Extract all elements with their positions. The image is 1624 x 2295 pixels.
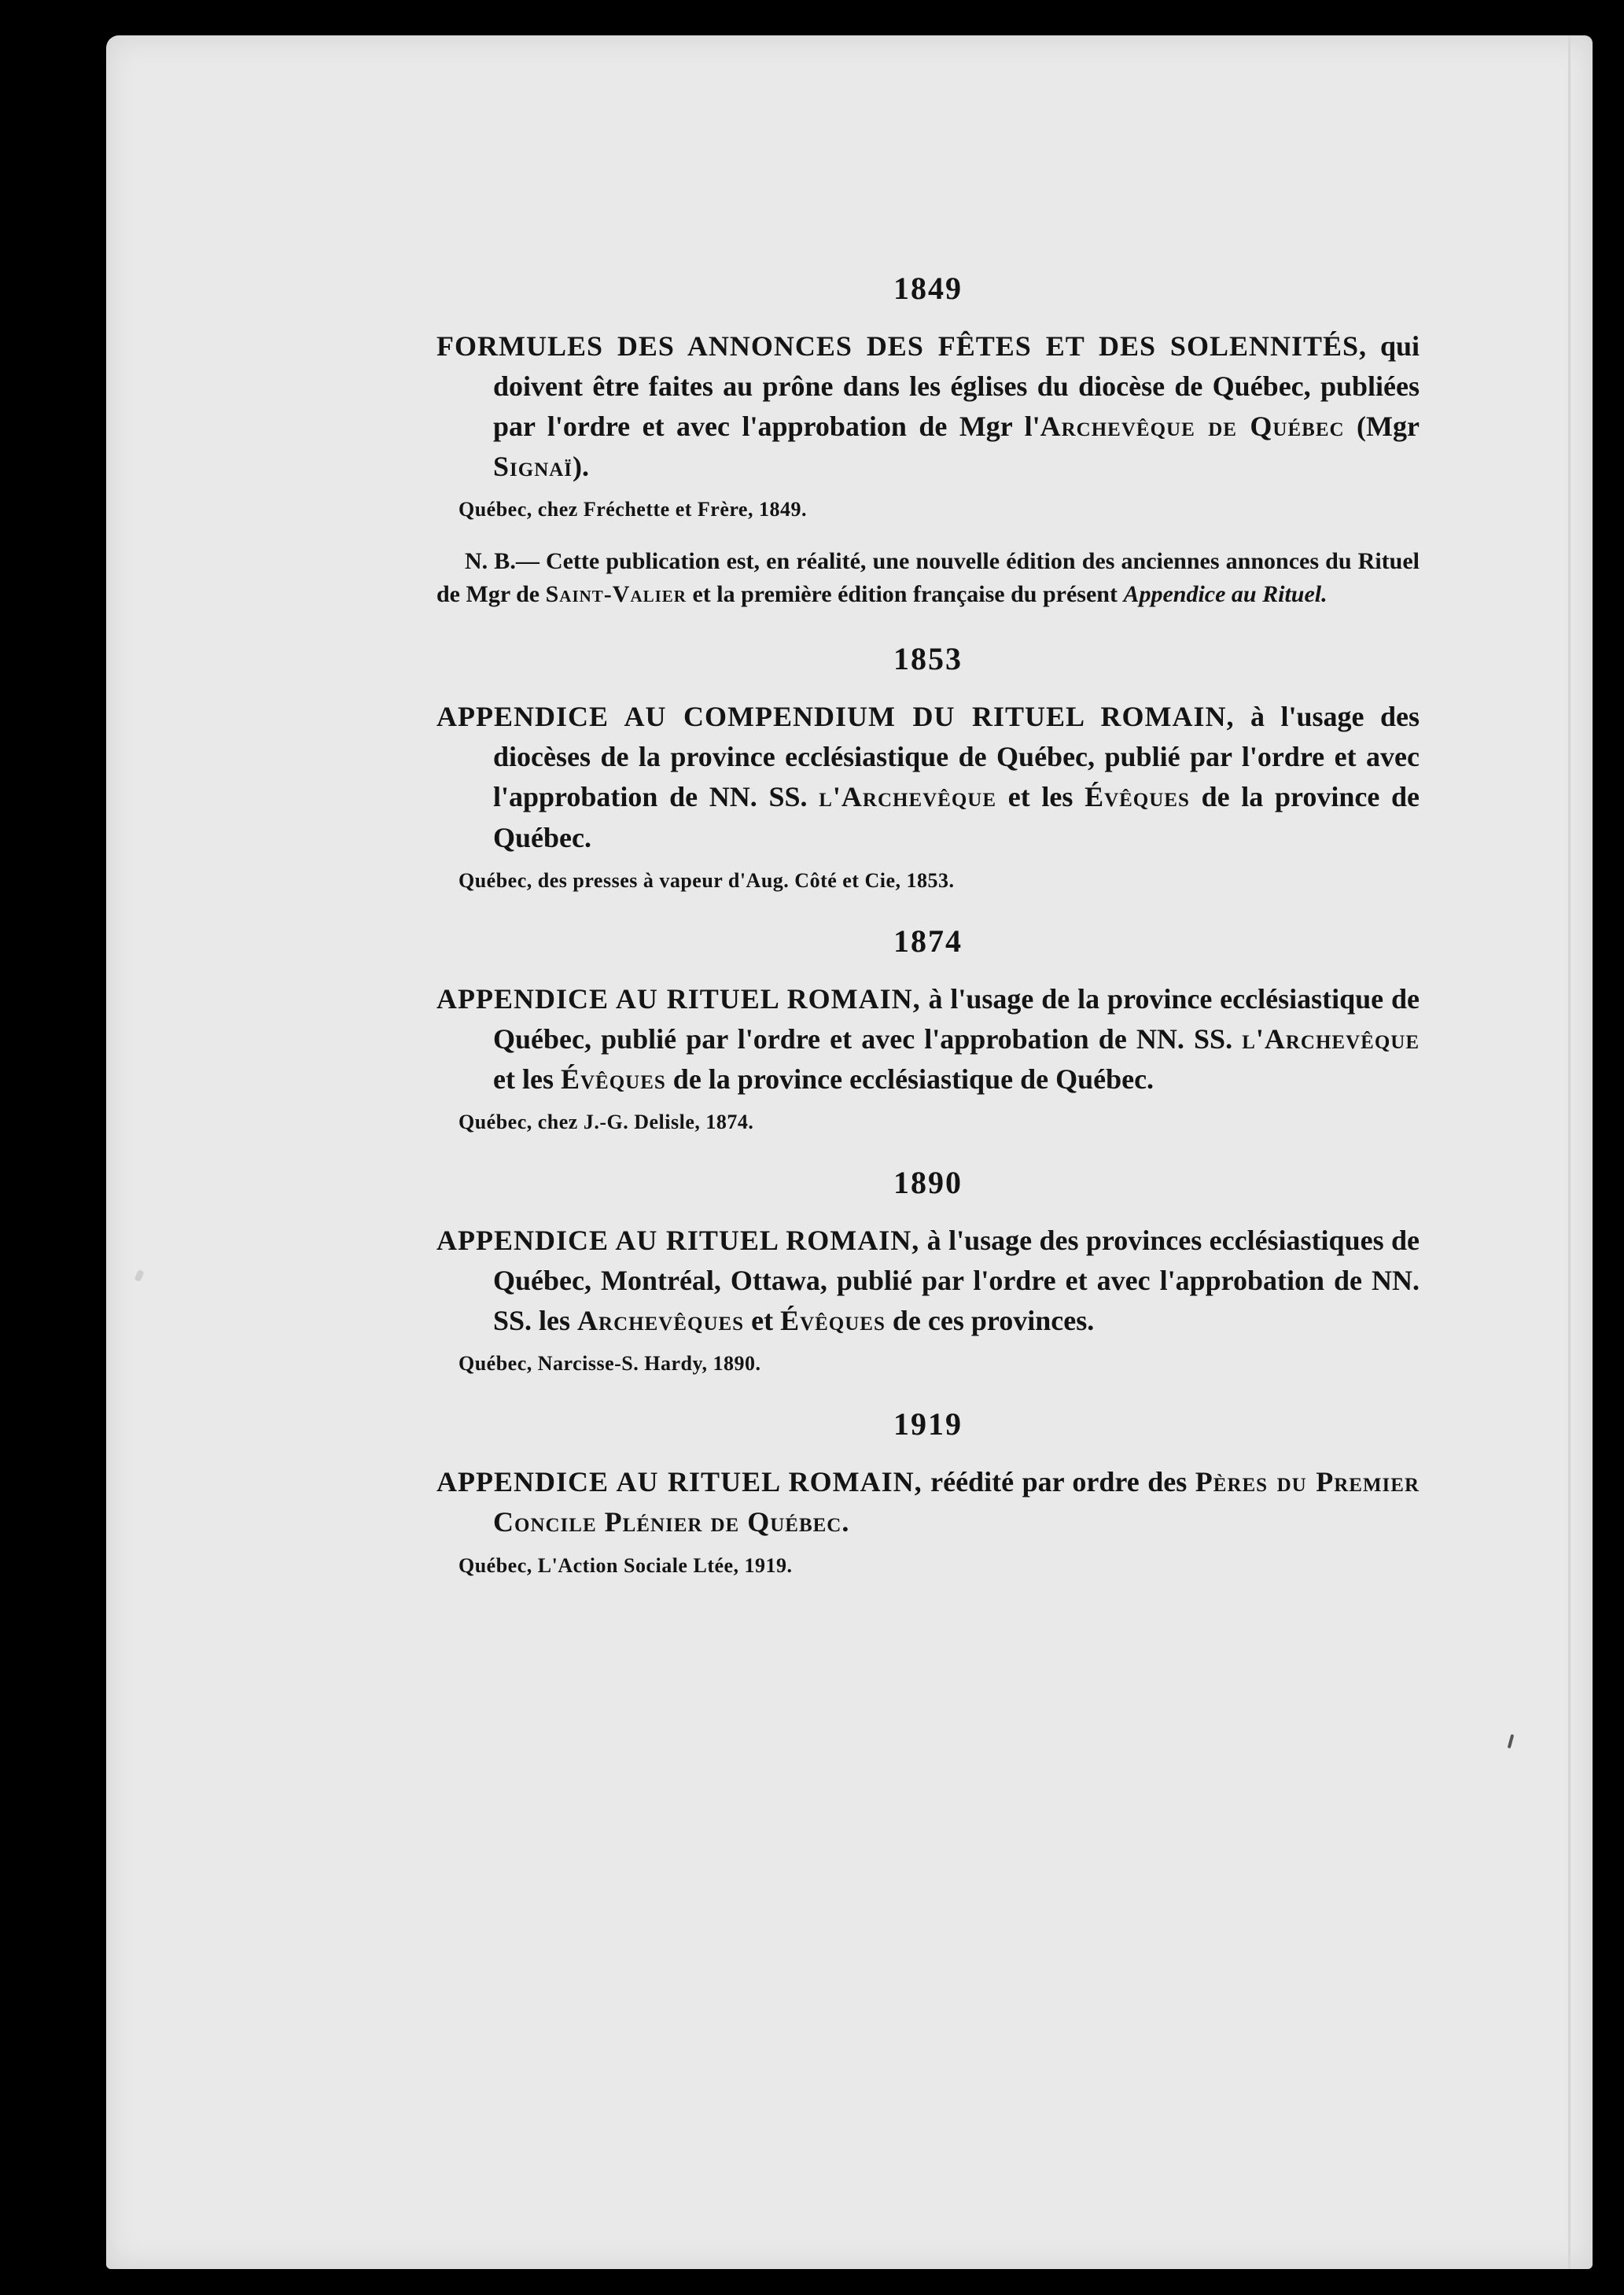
entry-title-smallcaps: Pères du Premier Concile Plénier de Québec bbox=[493, 1466, 1420, 1538]
entry-title-end: de la province de Québec. bbox=[493, 781, 1420, 853]
entry-title-rest: qui doivent être faites au prône dans les églises du diocèse de Québec, publiées par l'ordre et avec l'approbation de Mgr l' bbox=[493, 330, 1420, 443]
entry-imprint: Québec, chez J.-G. Delisle, 1874. bbox=[458, 1110, 754, 1133]
entry-year: 1890 bbox=[893, 1164, 963, 1200]
entry-title bbox=[436, 326, 1420, 487]
entry-title-smallcaps: Archevêque de Québec bbox=[1040, 411, 1345, 443]
bibliography-list bbox=[436, 271, 1420, 1609]
entry-title-smallcaps: Signaï bbox=[493, 451, 573, 483]
entry-title-end: de la province ecclésiastique de Québec. bbox=[665, 1063, 1154, 1095]
entry-title-rest: réédité par ordre des bbox=[922, 1466, 1195, 1498]
bibliography-entry-1874 bbox=[436, 924, 1420, 1134]
entry-imprint: Québec, des presses à vapeur d'Aug. Côté et Cie, 1853. bbox=[458, 868, 955, 892]
entry-title-rest: à l'usage des diocèses de la province ecclésiastique de Québec, publié par l'ordre et avec l'approbation de NN. SS. bbox=[493, 701, 1420, 813]
entry-title-smallcaps: Évêques bbox=[560, 1063, 666, 1095]
note-smallcaps: Saint-Valier bbox=[545, 580, 687, 607]
entry-title bbox=[436, 1462, 1420, 1542]
entry-title-smallcaps: l'Archevêque bbox=[1242, 1022, 1420, 1055]
bibliography-entry-1919 bbox=[436, 1407, 1420, 1577]
entry-title-rest: et les bbox=[996, 781, 1085, 813]
note-italic: Appendice au Rituel. bbox=[1123, 580, 1328, 607]
entry-imprint: Québec, Narcisse-S. Hardy, 1890. bbox=[458, 1352, 761, 1376]
entry-title-rest: (Mgr bbox=[1344, 411, 1420, 443]
entry-imprint: Québec, L'Action Sociale Ltée, 1919. bbox=[458, 1553, 793, 1577]
note-text: N. B.— Cette publication est, en réalité, une nouvelle édition des anciennes annonces du Rituel de Mgr de bbox=[436, 548, 1420, 607]
entry-title-smallcaps: Évêques bbox=[780, 1305, 886, 1337]
entry-title-caps: APPENDICE AU RITUEL ROMAIN, bbox=[436, 982, 921, 1015]
entry-year: 1849 bbox=[893, 271, 963, 306]
entry-year: 1874 bbox=[893, 923, 963, 959]
bibliography-entry-1853 bbox=[436, 642, 1420, 892]
entry-title-caps: APPENDICE AU RITUEL ROMAIN, bbox=[436, 1224, 920, 1256]
entry-title-smallcaps: Archevêques bbox=[577, 1305, 745, 1337]
entry-imprint: Québec, chez Fréchette et Frère, 1849. bbox=[458, 498, 807, 521]
entry-title-caps: APPENDICE AU RITUEL ROMAIN, bbox=[436, 1466, 922, 1498]
entry-year: 1853 bbox=[893, 641, 963, 677]
scan-speck-mark bbox=[1508, 1734, 1515, 1748]
entry-title-caps: APPENDICE AU COMPENDIUM DU RITUEL ROMAIN, bbox=[436, 701, 1235, 733]
scan-speck-mark bbox=[134, 1269, 144, 1282]
document-page bbox=[106, 35, 1593, 2269]
entry-title-smallcaps: l'Archevêque bbox=[819, 781, 997, 813]
entry-title-rest: . bbox=[841, 1506, 849, 1538]
entry-title-end: de ces provinces. bbox=[885, 1305, 1095, 1337]
note-text: et la première édition française du présent bbox=[686, 580, 1124, 607]
entry-title-end: ). bbox=[573, 451, 590, 483]
page-fold-line bbox=[1568, 35, 1571, 2269]
entry-note bbox=[436, 545, 1420, 610]
entry-title bbox=[436, 697, 1420, 857]
entry-title bbox=[436, 979, 1420, 1100]
entry-title bbox=[436, 1221, 1420, 1341]
bibliography-entry-1849 bbox=[436, 271, 1420, 610]
entry-title-rest: et bbox=[744, 1305, 781, 1337]
entry-title-caps: FORMULES DES ANNONCES DES FÊTES ET DES SOLENNITÉS, bbox=[436, 330, 1368, 362]
entry-title-rest: et les bbox=[493, 1063, 561, 1095]
entry-title-rest: à l'usage de la province ecclésiastique de Québec, publié par l'ordre et avec l'approbation de NN. SS. bbox=[493, 982, 1420, 1055]
entry-year: 1919 bbox=[893, 1406, 963, 1442]
entry-title-rest: à l'usage des provinces ecclésiastiques de Québec, Montréal, Ottawa, publié par l'ordre et avec l'approbation de NN. SS. les bbox=[493, 1224, 1420, 1337]
entry-title-smallcaps: Évêques bbox=[1085, 781, 1190, 813]
bibliography-entry-1890 bbox=[436, 1166, 1420, 1376]
